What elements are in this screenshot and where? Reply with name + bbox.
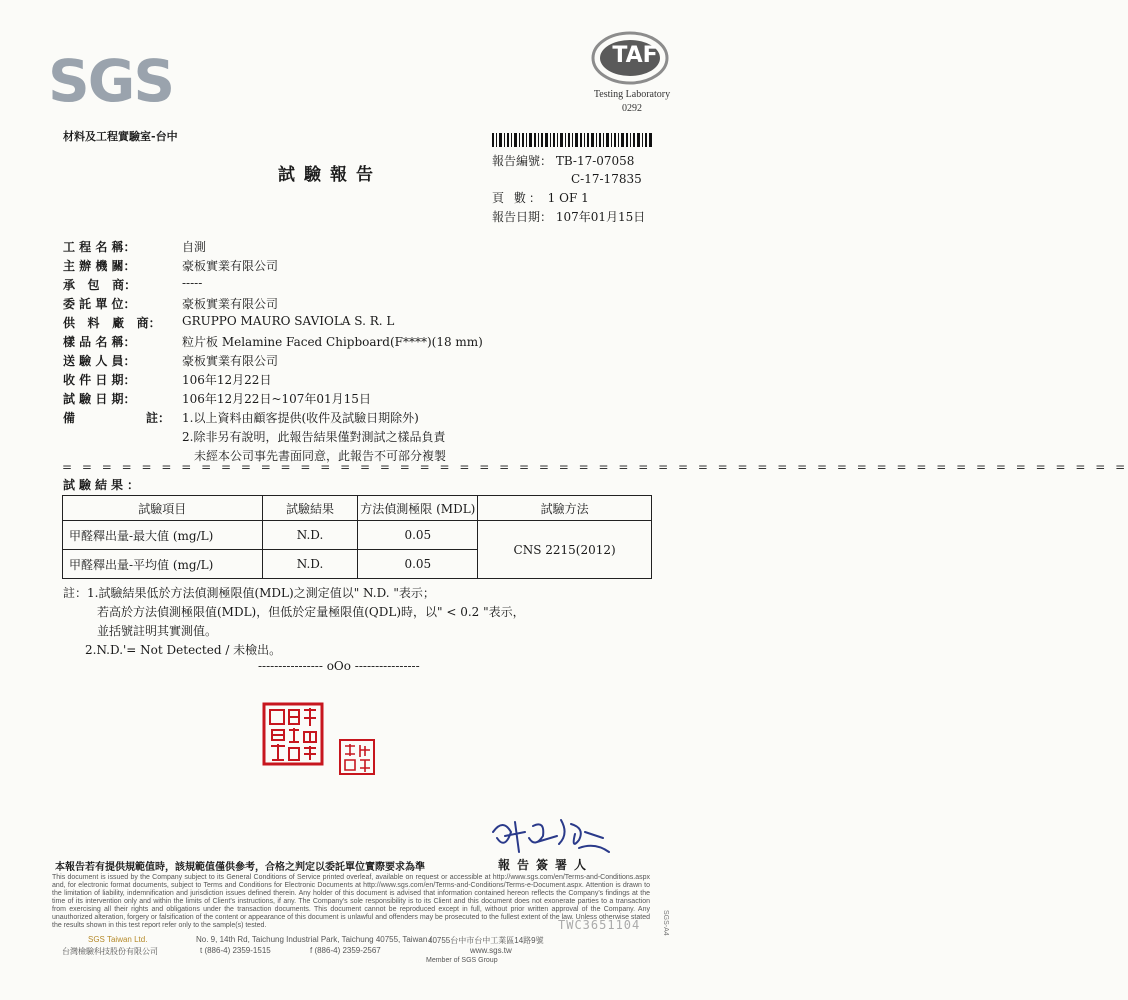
report-date-row [492, 208, 645, 226]
report-title: 試驗報告 [278, 165, 382, 185]
header-test-method: 試驗方法 [478, 496, 652, 521]
notes-label: 備 註： [63, 411, 171, 425]
field-value-client: 豪板實業有限公司 [182, 297, 279, 311]
disclaimer-en: This document is issued by the Company subject to its General Conditions of Service printed overleaf, available on request or accessible at http://www.sgs.com/en/Terms-and-Conditions.aspx and, for electronic format documents, subject to Terms and Conditions for Electronic Documents at http://www.sgs.com/en/Terms-and-Conditions/Terms-e-Document.aspx. Attention is drawn to the limitation of liability, indemnification and jurisdiction issues defined therein. Any holder of this document is advised that information contained hereon reflects the Company's findings at the time of its intervention only and within the limits of Client's instructions, if any. The Company's sole responsibility is to its Client and this document does not exonerate parties to a transaction from exercising all their rights and obligations under the transaction documents. This document cannot be reproduced except in full, without prior written approval of the Company. Any unauthorized alteration, forgery or falsification of the content or appearance of this document is unlawful and offenders may be prosecuted to the fullest extent of the law. Unless otherwise stated the results shown in this test report refer only to the sample(s) tested. [52, 874, 650, 929]
footnote-line-1: 註：1.試驗結果低於方法偵測極限值(MDL)之測定值以" N.D. "表示； [63, 586, 435, 600]
results-header-row [63, 496, 652, 521]
notes-line-1: 1.以上資料由顧客提供(收件及試驗日期除外) [182, 411, 419, 425]
pages-row [492, 189, 589, 207]
field-label-project: 工 程 名 稱： [63, 240, 136, 254]
footer-address-cn: 40755台中市台中工業區14路9號 [428, 936, 544, 945]
field-value-submitter: 豪板實業有限公司 [182, 354, 279, 368]
report-number-row [492, 152, 634, 170]
field-label-contractor: 承 包 商： [63, 278, 137, 292]
table-row [63, 521, 652, 550]
pages-label: 頁 數： [492, 191, 544, 205]
barcode-icon [492, 133, 652, 147]
end-mark: ---------------- oOo ---------------- [258, 659, 420, 673]
report-date-value: 107年01月15日 [555, 210, 646, 224]
footnote-line-4: 2.N.D.'= Not Detected / 未檢出。 [85, 643, 282, 657]
footer-fax: f (886-4) 2359-2567 [310, 946, 381, 955]
pages-value: 1 OF 1 [547, 191, 589, 205]
header-test-result: 試驗結果 [262, 496, 358, 521]
field-label-sample-name: 樣 品 名 稱： [63, 335, 136, 349]
accreditation-caption [582, 88, 682, 116]
cell-result: N.D. [262, 550, 358, 579]
footer-website: www.sgs.tw [470, 946, 512, 955]
report-number-2: C-17-17835 [571, 172, 642, 186]
accreditation-number: 0292 [622, 103, 642, 114]
field-label-received-date: 收 件 日 期： [63, 373, 136, 387]
field-label-submitter: 送 驗 人 員： [63, 354, 136, 368]
header-mdl: 方法偵測極限 (MDL) [358, 496, 478, 521]
footer-company-cn: 台灣檢驗科技股份有限公司 [62, 947, 158, 956]
results-table [62, 495, 652, 579]
sgs-logo: SGS [48, 47, 174, 115]
cell-method: CNS 2215(2012) [478, 521, 652, 579]
header-test-item: 試驗項目 [63, 496, 263, 521]
company-seal-icon [262, 702, 324, 766]
lab-name: 材料及工程實驗室-台中 [63, 130, 178, 143]
accreditation-label: Testing Laboratory [593, 89, 671, 100]
field-label-host-agency: 主 辦 機 關： [63, 259, 136, 273]
field-value-test-date: 106年12月22日~107年01月15日 [182, 392, 371, 406]
reporter-label: 報告簽署人 [498, 858, 594, 872]
signature-icon [475, 812, 615, 862]
field-value-supplier: GRUPPO MAURO SAVIOLA S. R. L [182, 314, 395, 328]
cell-mdl: 0.05 [358, 521, 478, 550]
footer-member: Member of SGS Group [426, 957, 498, 964]
cell-item: 甲醛釋出量-平均值 (mg/L) [63, 550, 263, 579]
field-value-contractor: ----- [182, 276, 203, 290]
separator-line: = = = = = = = = = = = = = = = = = = = = = = = = = = = = = = = = = = = = = = = = = = = = = = = = = = = = = = [62, 460, 1128, 474]
footnote-line-2: 若高於方法偵測極限值(MDL)，但低於定量極限值(QDL)時，以" < 0.2 "表示， [97, 605, 525, 619]
report-number-value: TB-17-07058 [555, 154, 635, 168]
side-code: SGS-A4 [662, 910, 669, 936]
cell-mdl: 0.05 [358, 550, 478, 579]
footer-address-en: No. 9, 14th Rd, Taichung Industrial Park, Taichung 40755, Taiwan / [196, 935, 432, 944]
field-label-client: 委 託 單 位： [63, 297, 136, 311]
field-value-received-date: 106年12月22日 [182, 373, 272, 387]
serial-number: TWC3651104 [558, 918, 641, 932]
field-label-test-date: 試 驗 日 期： [63, 392, 136, 406]
notes-line-3: 未經本公司事先書面同意，此報告不可部分複製 [194, 449, 447, 463]
report-date-label: 報告日期： [492, 210, 553, 224]
taf-logo-text: TAF [612, 43, 658, 68]
notes-line-2: 2.除非另有說明，此報告結果僅對測試之樣品負責 [182, 430, 446, 444]
footnote-line-3: 並括號註明其實測值。 [97, 624, 218, 638]
disclaimer-cn: 本報告若有提供規範值時，該規範值僅供參考，合格之判定以委託單位實際要求為準 [55, 862, 425, 873]
footer-phone: t (886-4) 2359-1515 [200, 946, 271, 955]
field-label-supplier: 供 料 廠 商： [63, 316, 161, 330]
report-number-label: 報告編號： [492, 154, 553, 168]
cell-item: 甲醛釋出量-最大值 (mg/L) [63, 521, 263, 550]
footer-company-en: SGS Taiwan Ltd. [88, 935, 148, 944]
field-value-host-agency: 豪板實業有限公司 [182, 259, 279, 273]
field-value-sample-name: 粒片板 Melamine Faced Chipboard(F****)(18 mm) [182, 335, 483, 349]
representative-seal-icon [338, 738, 376, 776]
results-label: 試驗結果： [63, 478, 144, 492]
field-value-project: 自測 [182, 240, 207, 254]
cell-result: N.D. [262, 521, 358, 550]
